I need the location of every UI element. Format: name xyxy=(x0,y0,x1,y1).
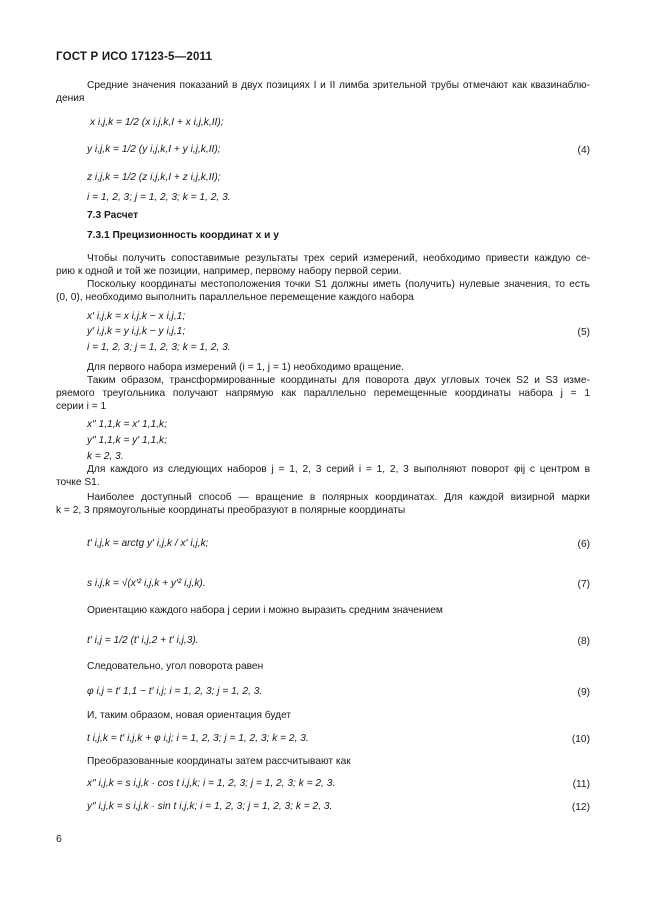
paragraph-7-line-2: k = 2, 3 прямоугольные координаты преобразуют в полярные координаты xyxy=(56,505,406,516)
equation-number-6: (6) xyxy=(577,539,590,550)
equation-number-9: (9) xyxy=(577,687,590,698)
paragraph-6-line-1: Для каждого из следующих наборов j = 1, 2, 3 серий i = 1, 2, 3 выполняют поворот φij с центром в xyxy=(87,464,590,475)
equation-number-7: (7) xyxy=(577,579,590,590)
section-7-3-1-heading: 7.3.1 Прецизионность координат x и y xyxy=(87,230,279,241)
equation-ranges-1: i = 1, 2, 3; j = 1, 2, 3; k = 1, 2, 3. xyxy=(87,192,231,203)
equation-number-4: (4) xyxy=(577,145,590,156)
paragraph-9: Следовательно, угол поворота равен xyxy=(87,661,264,672)
equation-5-ranges: i = 1, 2, 3; j = 1, 2, 3; k = 1, 2, 3. xyxy=(87,342,231,353)
paragraph-5-line-3: серии i = 1 xyxy=(56,401,107,412)
equation-12-y: y″ i,j,k = s i,j,k · sin t i,j,k; i = 1, 2, 3; j = 1, 2, 3; k = 2, 3. xyxy=(87,801,333,812)
paragraph-8: Ориентацию каждого набора j серии i можно выразить средним значением xyxy=(87,605,443,616)
document-header: ГОСТ Р ИСО 17123-5—2011 xyxy=(56,51,213,63)
equation-number-5: (5) xyxy=(577,327,590,338)
paragraph-2-line-2: рию к одной и той же позиции, например, первому набору первой серии. xyxy=(56,266,402,277)
equation-8-orientation: t′ i,j = 1/2 (t′ i,j,2 + t′ i,j,3). xyxy=(87,635,199,646)
paragraph-4: Для первого набора измерений (i = 1, j = 1) необходимо вращение. xyxy=(87,362,404,373)
equation-5-x: x′ i,j,k = x i,j,k − x i,j,1; xyxy=(87,311,186,322)
page-number: 6 xyxy=(56,833,62,845)
paragraph-3-line-1: Поскольку координаты местоположения точки S1 должны иметь (получить) нулевые значения, то есть xyxy=(87,279,590,290)
equation-number-11: (11) xyxy=(572,779,590,790)
equation-number-12: (12) xyxy=(571,802,590,813)
paragraph-5-line-1: Таким образом, трансформированные координаты для поворота двух угловых точек S2 и S3 изме- xyxy=(87,375,590,386)
equation-number-8: (8) xyxy=(577,636,590,647)
equation-y-double-prime: y″ 1,1,k = y′ 1,1,k; xyxy=(87,435,167,446)
paragraph-11: Преобразованные координаты затем рассчитывают как xyxy=(87,756,351,767)
paragraph-7-line-1: Наиболее доступный способ — вращение в полярных координатах. Для каждой визирной марки xyxy=(87,492,590,503)
equation-6-angle: t′ i,j,k = arctg y′ i,j,k / x′ i,j,k; xyxy=(87,538,209,549)
paragraph-1-line-2: дения xyxy=(56,93,85,104)
equation-k-range: k = 2, 3. xyxy=(87,451,124,462)
equation-number-10: (10) xyxy=(571,734,590,745)
section-7-3-heading: 7.3 Расчет xyxy=(87,210,139,221)
equation-5-y: y′ i,j,k = y i,j,k − y i,j,1; xyxy=(87,326,186,337)
equation-x-double-prime: x″ 1,1,k = x′ 1,1,k; xyxy=(87,419,167,430)
paragraph-10: И, таким образом, новая ориентация будет xyxy=(87,710,292,721)
equation-z-mean: z i,j,k = 1/2 (z i,j,k,I + z i,j,k,II); xyxy=(87,172,221,183)
equation-7-distance: s i,j,k = √(x′² i,j,k + y′² i,j,k). xyxy=(87,578,206,589)
equation-11-x: x″ i,j,k = s i,j,k · cos t i,j,k; i = 1, 2, 3; j = 1, 2, 3; k = 2, 3. xyxy=(87,778,336,789)
equation-x-mean: x i,j,k = 1/2 (x i,j,k,I + x i,j,k,II); xyxy=(90,117,224,128)
equation-10-new-orientation: t i,j,k = t′ i,j,k + φ i,j; i = 1, 2, 3; j = 1, 2, 3; k = 2, 3. xyxy=(87,733,309,744)
equation-9-rotation: φ i,j = t′ 1,1 − t′ i,j; i = 1, 2, 3; j = 1, 2, 3. xyxy=(87,686,263,697)
paragraph-5-line-2: ряемого треугольника получают напрямую как параллельно перемещенные координаты набора j = 1 xyxy=(56,388,590,399)
paragraph-2-line-1: Чтобы получить сопоставимые результаты трех серий измерений, необходимо привести каждую се- xyxy=(87,253,590,264)
paragraph-3-line-2: (0, 0), необходимо выполнить параллельное перемещение каждого набора xyxy=(56,292,414,303)
equation-y-mean: y i,j,k = 1/2 (y i,j,k,I + y i,j,k,II); xyxy=(87,144,221,155)
paragraph-6-line-2: точке S1. xyxy=(56,477,100,488)
paragraph-1-line-1: Средние значения показаний в двух позициях I и II лимба зрительной трубы отмечают как квазинаблю- xyxy=(87,80,590,91)
